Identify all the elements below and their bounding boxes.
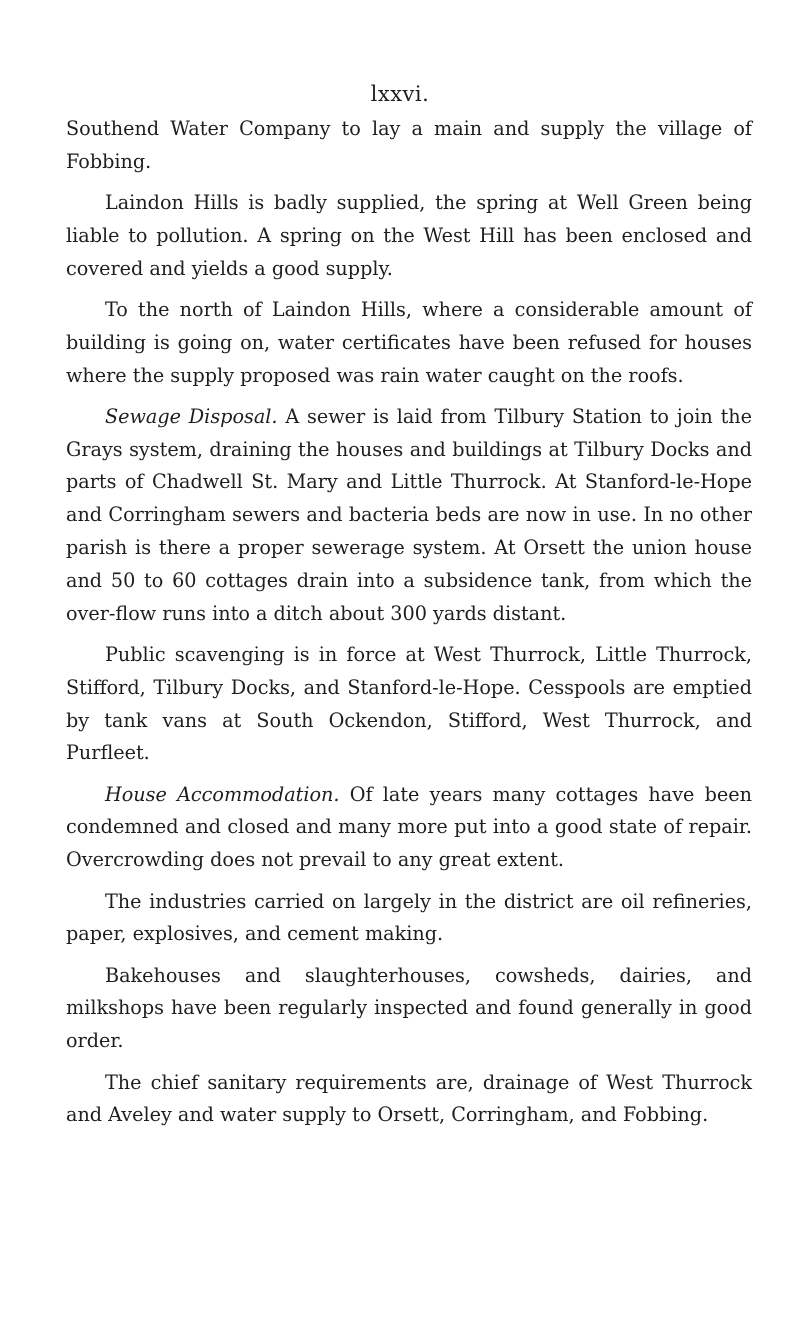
paragraph-water-supply-continued [66, 113, 752, 179]
paragraph-text: Laindon Hills is badly supplied, the spring at Well Green being liable to pollution. A spring on the West Hill has been enclosed and covered and yields a good supply. [66, 191, 752, 280]
paragraph-text: Bakehouses and slaughterhouses, cowsheds, dairies, and milkshops have been regularly inspected and found generally in good order. [66, 963, 752, 1053]
paragraph-text: The industries carried on largely in the district are oil refineries, paper, explosives, and cement making. [66, 889, 752, 946]
paragraph-laindon-hills [66, 187, 752, 285]
paragraph-inspections [66, 960, 752, 1058]
paragraph-house-accommodation [66, 779, 752, 877]
paragraph-sanitary-requirements [66, 1067, 752, 1133]
paragraph-scavenging [66, 639, 752, 770]
paragraph-water-certificates [66, 294, 752, 392]
paragraph-text: To the north of Laindon Hills, where a considerable amount of building is going on, water certificates have been refused for houses where the supply proposed was rain water caught on the roofs. [66, 297, 752, 387]
paragraph-text: Public scavenging is in force at West Thurrock, Little Thurrock, Stifford, Tilbury Docks, and Stanford-le-Hope. Cesspools are emptied by tank vans at South Ockendon, Stifford, West Thurrock, and Purfleet. [66, 642, 752, 765]
paragraph-text: Southend Water Company to lay a main and supply the village of Fobbing. [66, 117, 752, 173]
paragraph-sewage-disposal [66, 401, 752, 631]
section-heading-house-accommodation: House Accommodation. [105, 782, 340, 806]
page-number: lxxvi. [370, 82, 430, 106]
section-heading-sewage-disposal: Sewage Disposal. [105, 404, 278, 428]
paragraph-text: Of late years many cottages have been condemned and closed and many more put into a good state of repair. Overcrowding does not prevail to any great extent. [66, 782, 752, 872]
paragraph-industries [66, 886, 752, 952]
document-body [66, 113, 752, 1141]
paragraph-text: The chief sanitary requirements are, drainage of West Thurrock and Aveley and water supply to Orsett, Corringham, and Fobbing. [66, 1070, 752, 1127]
paragraph-text: A sewer is laid from Tilbury Station to join the Grays system, draining the houses and buildings at Tilbury Docks and parts of Chadwell St. Mary and Little Thurrock. At Stanford-le-Hope and Corringham sewers and bacteria beds are now in use. In no other parish is there a proper sewerage system. At Orsett the union house and 50 to 60 cottages drain into a subsidence tank, from which the over-flow runs into a ditch about 300 yards distant. [66, 404, 753, 625]
